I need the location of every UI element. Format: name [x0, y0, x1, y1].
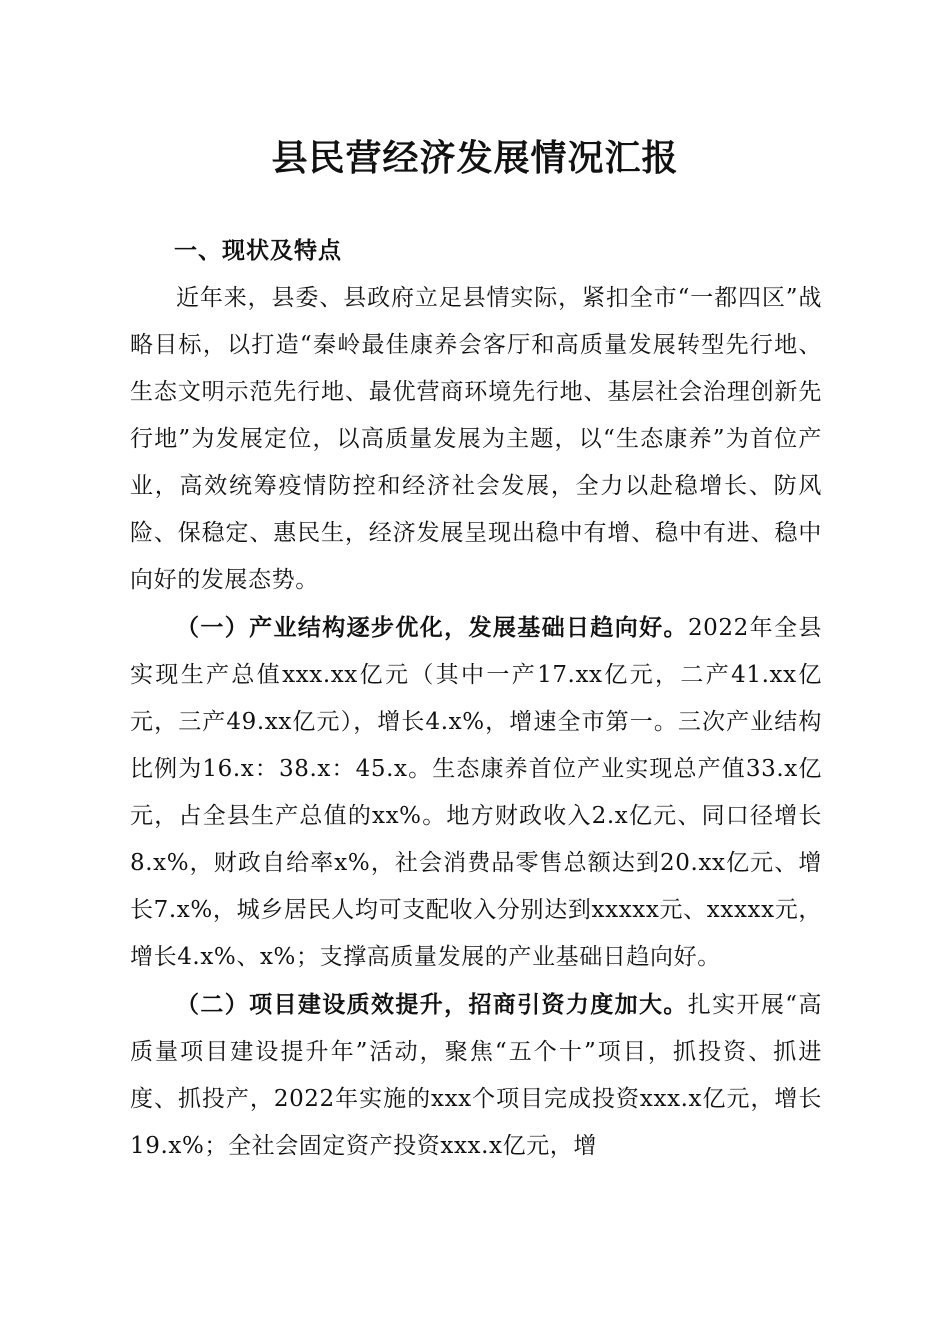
subsection-text-1: 2022年全县实现生产总值xxx.xx亿元（其中一产17.xx亿元，二产41.xx亿元，三产49.xx亿元），增长4.x%，增速全市第一。三次产业结构比例为16.x：38.x：45.x。生态康养首位产业实现总产值33.x亿元，占全县生产总值的xx%。地方财政收入2.x亿元、同口径增长8.x%，财政自给率x%，社会消费品零售总额达到20.xx亿元、增长7.x%，城乡居民人均可支配收入分别达到xxxxx元、xxxxx元，增长4.x%、x%；支撑高质量发展的产业基础日趋向好。: [130, 615, 823, 970]
intro-paragraph: 近年来，县委、县政府立足县情实际，紧扣全市“一都四区”战略目标，以打造“秦岭最佳康养会客厅和高质量发展转型先行地、生态文明示范先行地、最优营商环境先行地、基层社会治理创新先行地”为发展定位，以高质量发展为主题，以“生态康养”为首位产业，高效统筹疫情防控和经济社会发展，全力以赴稳增长、防风险、保稳定、惠民生，经济发展呈现出稳中有增、稳中有进、稳中向好的发展态势。: [130, 285, 822, 593]
section-heading: 一、现状及特点: [174, 238, 342, 264]
subsection-heading-1: （一）产业结构逐步优化，发展基础日趋向好。: [176, 614, 688, 641]
subsection-text-2: 扎实开展“高质量项目建设提升年”活动，聚焦“五个十”项目，抓投资、抓进度、抓投产，2022年实施的xxx个项目完成投资xxx.x亿元，增长19.x%；全社会固定资产投资xxx.x亿元，增: [130, 992, 822, 1159]
subsection-paragraph-2: [130, 981, 822, 1170]
subsection-heading-2: （二）项目建设质效提升，招商引资力度加大。: [176, 991, 688, 1018]
subsection-paragraph-1: [130, 604, 822, 981]
document-title: 县民营经济发展情况汇报: [271, 137, 679, 179]
document-body: [130, 228, 822, 1170]
